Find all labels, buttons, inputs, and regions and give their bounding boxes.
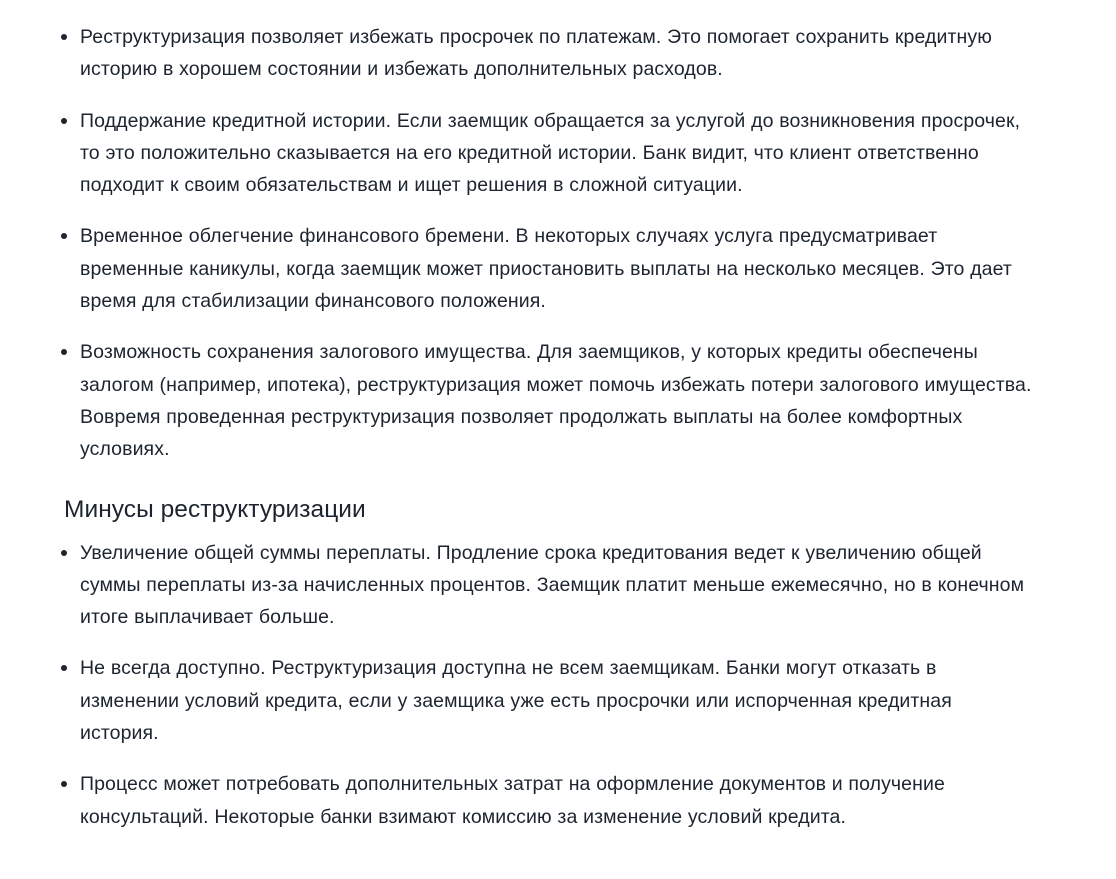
list-item-text: Увеличение общей суммы переплаты. Продление срока кредитования ведет к увеличению общей суммы переплаты из-за начисленных процентов. Заемщик платит меньше ежемесячно, но в конечном итоге выплачивает больше. <box>80 541 1025 629</box>
list-item-text: Поддержание кредитной истории. Если заемщик обращается за услугой до возникновения просрочек, то это положительно сказывается на его кредитной истории. Банк видит, что клиент ответственно подходит к своим обязательствам и ищет решения в сложной ситуации. <box>80 109 1021 197</box>
spacer <box>0 527 1116 537</box>
bullet-dot-icon <box>61 665 67 671</box>
list-item <box>0 652 1116 749</box>
list-item <box>0 537 1116 634</box>
bullet-dot-icon <box>61 233 67 239</box>
bullet-dot-icon <box>61 781 67 787</box>
spacer <box>0 466 1116 493</box>
bullet-dot-icon <box>61 550 67 556</box>
cons-bullet-list <box>0 537 1116 833</box>
list-item-text: Реструктуризация позволяет избежать просрочек по платежам. Это помогает сохранить кредитную историю в хорошем состоянии и избежать дополнительных расходов. <box>80 26 992 81</box>
list-item <box>0 336 1116 465</box>
bullet-dot-icon <box>61 349 67 355</box>
list-item <box>0 21 1116 86</box>
bullet-dot-icon <box>61 34 67 40</box>
list-item-text: Процесс может потребовать дополнительных затрат на оформление документов и получение консультаций. Некоторые банки взимают комиссию за изменение условий кредита. <box>80 773 945 828</box>
list-item-text: Не всегда доступно. Реструктуризация доступна не всем заемщикам. Банки могут отказать в изменении условий кредита, если у заемщика уже есть просрочки или испорченная кредитная история. <box>80 657 952 745</box>
list-item-text: Возможность сохранения залогового имущества. Для заемщиков, у которых кредиты обеспечены залогом (например, ипотека), реструктуризация может помочь избежать потери залогового имущества. Вовремя проведенная реструктуризация позволяет продолжать выплаты на более комфортных условиях. <box>80 341 1032 461</box>
section-heading-cons: Минусы реструктуризации <box>64 495 366 523</box>
list-item-text: Временное облегчение финансового бремени. В некоторых случаях услуга предусматривает временные каникулы, когда заемщик может приостановить выплаты на несколько месяцев. Это дает время для стабилизации финансового положения. <box>80 225 1012 313</box>
list-item <box>0 105 1116 202</box>
bullet-dot-icon <box>61 118 67 124</box>
list-item <box>0 220 1116 317</box>
list-item <box>0 768 1116 833</box>
